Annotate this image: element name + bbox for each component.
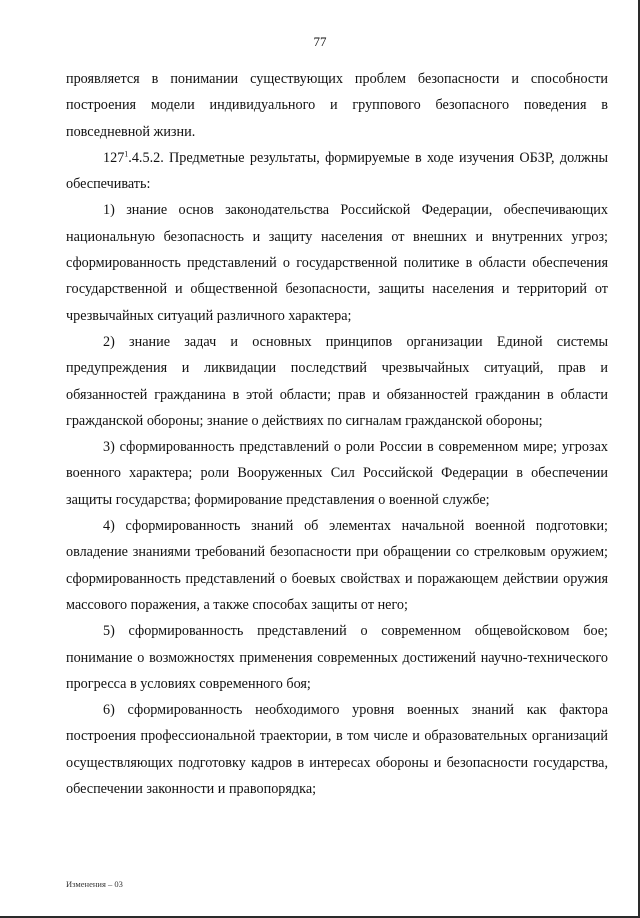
clause-superscript: 1	[124, 149, 129, 159]
clause-text: .4.5.2. Предметные результаты, формируемые в ходе изучения ОБЗР, должны обеспечивать:	[66, 149, 608, 193]
paragraph-continuation: проявляется в понимании существующих проблем безопасности и способности построения модели индивидуального и группового безопасного поведения в повседневной жизни.	[66, 71, 608, 140]
document-body	[66, 66, 608, 802]
list-item-3: 3) сформированность представлений о роли России в современном мире; угрозах военного характера; роли Вооруженных Сил Российской Федерации в обеспечении защиты государства; формирование представления о военной службе;	[66, 439, 608, 508]
list-item-6: 6) сформированность необходимого уровня военных знаний как фактора построения профессиональной траектории, в том числе и образовательных организаций осуществляющих подготовку кадров в интересах обороны и безопасности государства, обеспечении законности и правопорядка;	[66, 702, 608, 798]
list-item-5: 5) сформированность представлений о современном общевойсковом бое; понимание о возможностях применения современных достижений научно-технического прогресса в условиях современного боя;	[66, 623, 608, 692]
paragraph-subject-results-intro	[66, 145, 608, 198]
clause-number: 127	[103, 149, 125, 166]
page-number: 77	[313, 34, 327, 49]
list-item-2: 2) знание задач и основных принципов организации Единой системы предупреждения и ликвидации последствий чрезвычайных ситуаций, прав и обязанностей гражданина в этой области; прав и обязанностей гражданин в области гражданской обороны; знание о действиях по сигналам гражданской обороны;	[66, 333, 608, 429]
page-footer: Изменения – 03	[66, 879, 123, 889]
list-item-1: 1) знание основ законодательства Российской Федерации, обеспечивающих национальную безопасность и защиту населения от внешних и внутренних угроз; сформированность представлений о государственной политике в области обеспечения государственной и общественной безопасности, защиты населения и территорий от чрезвычайных ситуаций различного характера;	[66, 202, 608, 324]
list-item-4: 4) сформированность знаний об элементах начальной военной подготовки; овладение знаниями требований безопасности при обращении со стрелковым оружием; сформированность представлений о боевых свойствах и поражающем действии оружия массового поражения, а также способах защиты от него;	[66, 518, 608, 613]
